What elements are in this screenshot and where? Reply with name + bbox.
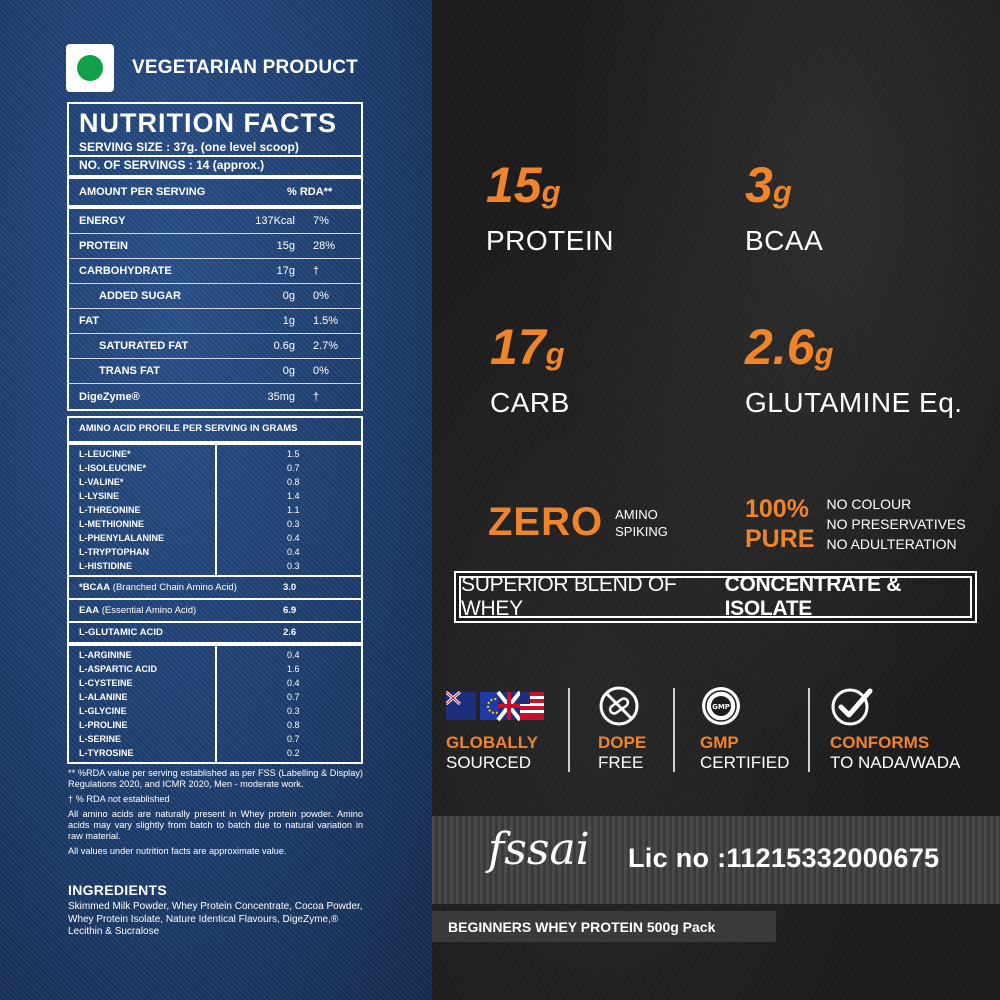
nutrition-facts-table — [67, 102, 363, 411]
badge-title: DOPE — [598, 733, 647, 752]
zero-line1: AMINO — [615, 506, 658, 522]
badge-subtitle: TO NADA/WADA — [830, 753, 961, 772]
nutrient-rda: 28% — [313, 240, 336, 252]
veg-label: VEGETARIAN PRODUCT — [132, 57, 358, 78]
badge-title: GLOBALLY — [446, 733, 538, 752]
stat-unit: g — [772, 174, 792, 209]
eaa-label: EAA — [79, 605, 100, 616]
stat-label: BCAA — [745, 225, 824, 256]
amino-acid-name: L-ASPARTIC ACID — [79, 664, 157, 674]
header-rda: % RDA** — [287, 186, 333, 198]
nutrition-rows — [69, 209, 361, 409]
stat-value: 15 — [486, 157, 542, 213]
nutrient-name: ENERGY — [79, 215, 126, 227]
nutrient-name: ADDED SUGAR — [99, 290, 181, 302]
amino-acid-name: L-VALINE* — [79, 477, 124, 487]
veg-symbol-icon — [66, 44, 114, 92]
amino-acid-name: L-PROLINE — [79, 720, 128, 730]
flags-icon — [446, 685, 544, 727]
nutrition-title: NUTRITION FACTS — [79, 108, 337, 138]
blend-bold: CONCENTRATE & ISOLATE — [724, 573, 902, 620]
badge-nada-wada — [830, 685, 960, 773]
badge-subtitle: CERTIFIED — [700, 753, 790, 772]
no-dope-icon — [598, 685, 646, 727]
pure-claim — [745, 494, 966, 554]
pure-item: NO COLOUR — [826, 496, 912, 512]
header-amount: AMOUNT PER SERVING — [79, 186, 206, 198]
eaa-value: 6.9 — [283, 605, 297, 616]
note-approx: All values under nutrition facts are approximate value. — [68, 846, 287, 856]
pack-label: BEGINNERS WHEY PROTEIN 500g Pack — [432, 911, 776, 942]
nutrient-value: 137Kcal — [255, 215, 295, 227]
gmp-seal-icon — [700, 685, 789, 727]
amino-acid-name: L-ALANINE — [79, 692, 128, 702]
amino-acid-name: L-TRYPTOPHAN — [79, 547, 150, 557]
nutrient-value: 0.6g — [273, 340, 295, 352]
amino-group-other — [69, 646, 361, 762]
badge-subtitle: FREE — [598, 753, 644, 772]
divider — [808, 688, 810, 772]
vegetarian-badge — [66, 44, 358, 92]
servings-count: NO. OF SERVINGS : 14 (approx.) — [69, 155, 361, 175]
amino-acid-value: 1.1 — [287, 505, 300, 515]
zero-amino-spiking — [488, 500, 668, 545]
amino-title: AMINO ACID PROFILE PER SERVING IN GRAMS — [69, 418, 361, 445]
nutrient-value: 1g — [282, 315, 295, 327]
divider — [568, 688, 570, 772]
note-rda: ** %RDA value per serving established as per FSS (Labelling & Display) Regulations 2020, and ICMR 2020, Men - moderate work. — [68, 768, 363, 789]
stat-carb — [490, 319, 570, 419]
bcaa-label: *BCAA — [79, 582, 111, 593]
amino-acid-name: L-THREONINE — [79, 505, 141, 515]
bcaa-row — [69, 577, 361, 600]
footnotes — [68, 768, 363, 861]
blend-normal: SUPERIOR BLEND OF WHEY — [461, 573, 677, 620]
nutrient-value: 17g — [276, 265, 295, 277]
amino-acid-value: 0.7 — [287, 463, 300, 473]
pure-percent: 100% — [745, 495, 809, 523]
stat-label: CARB — [490, 387, 570, 418]
amino-acid-name: L-SERINE — [79, 734, 122, 744]
eaa-row — [69, 600, 361, 623]
stat-unit: g — [541, 174, 561, 209]
amino-group-essential — [69, 445, 361, 577]
bcaa-desc: (Branched Chain Amino Acid) — [110, 582, 237, 593]
amino-acid-value: 0.4 — [287, 650, 300, 660]
stat-value: 3 — [745, 157, 773, 213]
nutrient-name: CARBOHYDRATE — [79, 265, 172, 277]
amino-acid-name: L-CYSTEINE — [79, 678, 133, 688]
blend-banner — [459, 573, 972, 620]
glutamic-label: L-GLUTAMIC ACID — [79, 627, 163, 638]
amino-values — [217, 445, 361, 575]
amino-acid-name: L-PHENYLALANINE — [79, 533, 164, 543]
amino-acid-value: 0.3 — [287, 561, 300, 571]
license-number: Lic no :11215332000675 — [628, 843, 940, 873]
stat-protein — [486, 157, 614, 257]
badge-dope-free — [598, 685, 646, 773]
amino-acid-value: 0.8 — [287, 720, 300, 730]
amino-acid-name: L-LEUCINE* — [79, 449, 131, 459]
ingredients-title: INGREDIENTS — [68, 882, 167, 898]
stat-value: 2.6 — [745, 319, 815, 375]
nutrient-rda: 0% — [313, 290, 329, 302]
stat-label: GLUTAMINE Eq. — [745, 387, 963, 418]
stat-unit: g — [814, 336, 834, 371]
nutrient-value: 15g — [276, 240, 295, 252]
nutrient-value: 35mg — [267, 390, 295, 403]
amino-acid-value: 0.7 — [287, 734, 300, 744]
amino-acid-name: L-HISTIDINE — [79, 561, 132, 571]
amino-acid-value: 1.4 — [287, 491, 300, 501]
amino-acid-value: 0.4 — [287, 547, 300, 557]
stat-bcaa — [745, 157, 824, 257]
checkmark-icon — [830, 685, 960, 727]
pure-word: PURE — [745, 525, 815, 553]
amino-acid-value: 0.4 — [287, 678, 300, 688]
amino-acid-name: L-GLYCINE — [79, 706, 127, 716]
nutrition-panel — [0, 0, 432, 1000]
nutrient-rda: 0% — [313, 365, 329, 377]
bcaa-value: 3.0 — [283, 582, 297, 593]
nutrient-rda: † — [313, 390, 320, 403]
amino-values — [217, 646, 361, 762]
nutrition-row — [69, 209, 361, 234]
nutrient-name: FAT — [79, 315, 99, 327]
pure-item: NO PRESERVATIVES — [826, 516, 966, 532]
amino-acid-value: 0.8 — [287, 477, 300, 487]
amino-acid-table — [67, 416, 363, 764]
nutrient-name: SATURATED FAT — [99, 340, 189, 352]
nutrition-row — [69, 334, 361, 359]
nutrition-row — [69, 234, 361, 259]
badge-gmp-certified — [700, 685, 789, 773]
fssai-logo: fssai — [488, 824, 590, 875]
ingredients-text: Skimmed Milk Powder, Whey Protein Concentrate, Cocoa Powder, Whey Protein Isolate, Nature Identical Flavours, DigeZyme,® Lecithin & Sucralose — [68, 901, 363, 937]
nutrition-row — [69, 309, 361, 334]
nutrient-name: DigeZyme® — [79, 390, 140, 403]
amino-acid-value: 0.7 — [287, 692, 300, 702]
nutrient-name: PROTEIN — [79, 240, 128, 252]
eaa-desc: (Essential Amino Acid) — [99, 605, 197, 616]
nutrition-row — [69, 384, 361, 409]
note-amino: All amino acids are naturally present in Whey protein powder. Amino acids may vary slightly from batch to batch due to natural variation in raw material. — [68, 809, 363, 841]
amino-acid-value: 0.3 — [287, 706, 300, 716]
divider — [673, 688, 675, 772]
badge-title: GMP — [700, 733, 739, 752]
nutrient-value: 0g — [282, 290, 295, 302]
glutamic-value: 2.6 — [283, 627, 297, 638]
amino-names — [69, 445, 217, 575]
glutamic-row — [69, 623, 361, 646]
badge-title: CONFORMS — [830, 733, 930, 752]
serving-size: SERVING SIZE : 37g. (one level scoop) — [79, 140, 299, 154]
zero-line2: SPIKING — [615, 523, 668, 539]
nutrient-rda: † — [313, 265, 320, 277]
nutrient-rda: 2.7% — [313, 340, 339, 352]
amino-acid-value: 1.5 — [287, 449, 300, 459]
amino-acid-value: 0.3 — [287, 519, 300, 529]
zero-text: ZERO — [488, 500, 604, 544]
stat-label: PROTEIN — [486, 225, 614, 256]
badge-subtitle: SOURCED — [446, 753, 532, 772]
pure-item: NO ADULTERATION — [826, 536, 957, 552]
amino-acid-name: L-TYROSINE — [79, 748, 134, 758]
amino-acid-name: L-METHIONINE — [79, 519, 144, 529]
stat-glutamine — [745, 319, 963, 419]
gmp-seal-text: GMP — [712, 703, 730, 711]
note-dagger: † % RDA not established — [68, 794, 170, 804]
nutrition-row — [69, 284, 361, 309]
nutrient-value: 0g — [282, 365, 295, 377]
amino-acid-value: 0.2 — [287, 748, 300, 758]
stat-unit: g — [545, 336, 565, 371]
nutrition-header — [69, 175, 361, 209]
amino-acid-value: 1.6 — [287, 664, 300, 674]
stat-value: 17 — [490, 319, 546, 375]
amino-names — [69, 646, 217, 762]
badge-globally-sourced — [446, 685, 544, 773]
nutrient-rda: 1.5% — [313, 315, 339, 327]
nutrient-rda: 7% — [313, 215, 329, 227]
amino-acid-name: L-ISOLEUCINE* — [79, 463, 147, 473]
amino-acid-name: L-LYSINE — [79, 491, 120, 501]
nutrition-row — [69, 359, 361, 384]
amino-acid-value: 0.4 — [287, 533, 300, 543]
amino-acid-name: L-ARGININE — [79, 650, 132, 660]
nutrition-row — [69, 259, 361, 284]
nutrient-name: TRANS FAT — [99, 365, 160, 377]
